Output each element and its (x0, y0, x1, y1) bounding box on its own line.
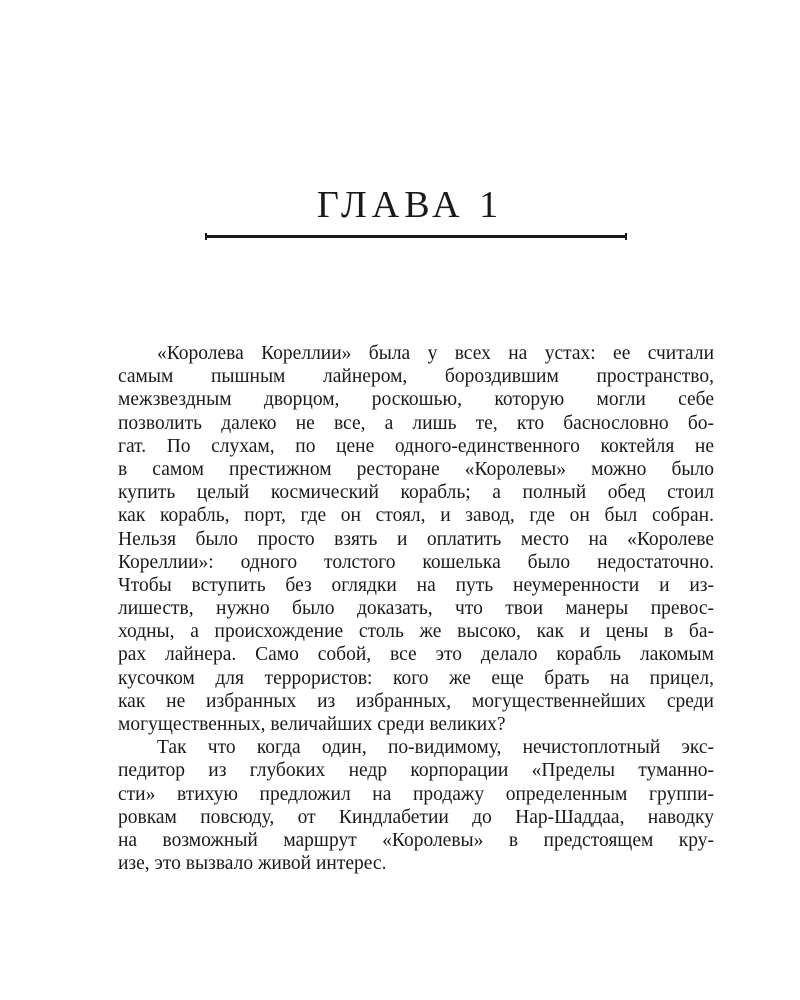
text-line: Так что когда один, по-видимому, нечистоплотный экс- (157, 737, 714, 759)
text-line: межзвездным дворцом, роскошью, которую могли себе (118, 389, 714, 411)
text-line: ходны, а происхождение столь же высоко, как и цены в ба- (118, 621, 714, 643)
paragraph-1 (118, 342, 714, 736)
text-line: рах лайнера. Само собой, все это делало корабль лакомым (118, 644, 714, 666)
text-line: Нельзя было просто взять и оплатить место на «Королеве (118, 528, 714, 550)
text-line: как корабль, порт, где он стоял, и завод, где он был собран. (118, 505, 714, 527)
text-line: купить целый космический корабль; а полный обед стоил (118, 482, 714, 504)
text-line: в самом престижном ресторане «Королевы» можно было (118, 458, 714, 480)
text-line: педитор из глубоких недр корпорации «Пределы туманно- (118, 760, 714, 782)
text-line: на возможный маршрут «Королевы» в предстоящем кру- (118, 829, 714, 851)
chapter-title: ГЛАВА 1 (316, 184, 504, 226)
text-line: кусочком для террористов: кого же еще брать на прицел, (118, 667, 714, 689)
text-line: Кореллии»: одного толстого кошелька было недостаточно. (118, 551, 714, 573)
text-line: гат. По слухам, по цене одного-единственного коктейля не (118, 435, 714, 457)
text-line: могущественных, величайших среди великих? (118, 714, 506, 735)
text-line: «Королева Кореллии» была у всех на устах: ее считали (157, 343, 714, 364)
text-line: Чтобы вступить без оглядки на путь неумеренности и из- (118, 574, 714, 596)
text-line: самым пышным лайнером, бороздившим пространство, (118, 366, 714, 388)
text-line: ровкам повсюду, от Киндлабетии до Нар-Шаддаа, наводку (118, 806, 714, 828)
body-text (118, 342, 714, 875)
text-line: как не избранных из избранных, могущественнейших среди (118, 690, 714, 712)
text-line: позволить далеко не все, а лишь те, кто баснословно бо- (118, 412, 714, 434)
text-line: изе, это вызвало живой интерес. (118, 853, 387, 875)
title-rule (205, 235, 627, 238)
paragraph-2 (118, 736, 714, 875)
text-line: сти» втихую предложил на продажу определенным группи- (118, 783, 714, 805)
text-line: лишеств, нужно было доказать, что твои манеры превос- (118, 598, 714, 620)
